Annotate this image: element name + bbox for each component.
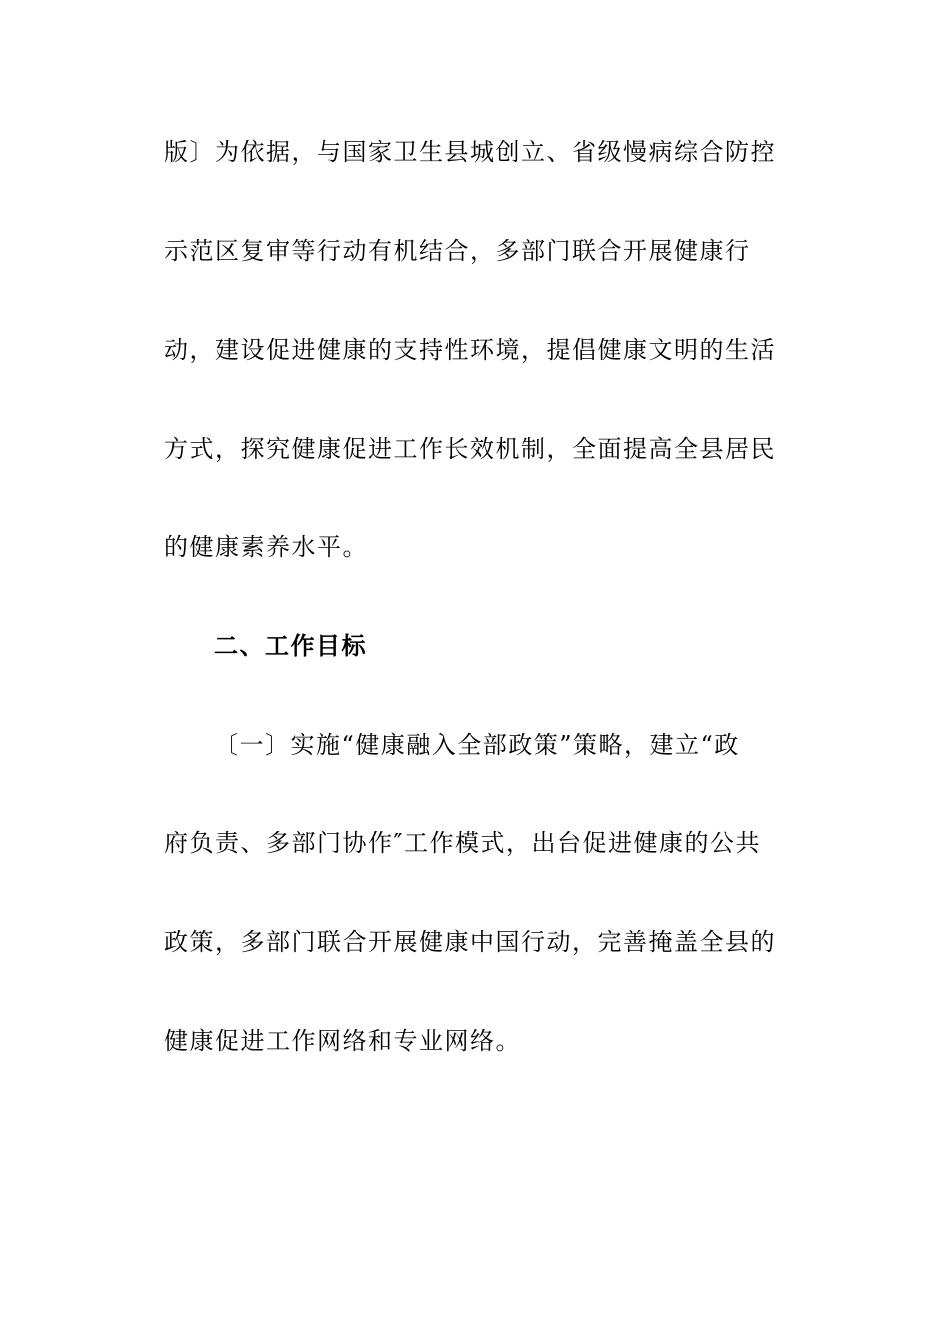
text-line: 健康促进工作网络和专业网络。	[164, 1027, 521, 1055]
text-line: 示范区复审等行动有机结合，多部门联合开展健康行	[164, 237, 751, 265]
text-line: 的健康素养水平。	[164, 533, 368, 561]
text-line: 〔一〕实施“健康融入全部政策”策略，建立“政	[214, 731, 740, 759]
text-line: 政策，多部门联合开展健康中国行动，完善掩盖全县的	[164, 928, 776, 956]
text-line: 动，建设促进健康的支持性环境，提倡健康文明的生活	[164, 336, 776, 364]
text-line: 版〕为依据，与国家卫生县城创立、省级慢病综合防控	[164, 138, 776, 166]
section-heading: 二、工作目标	[214, 631, 367, 660]
text-line: 方式，探究健康促进工作长效机制，全面提高全县居民	[164, 435, 776, 463]
text-line: 府负责、多部门协作″工作模式，出台促进健康的公共	[164, 829, 761, 857]
